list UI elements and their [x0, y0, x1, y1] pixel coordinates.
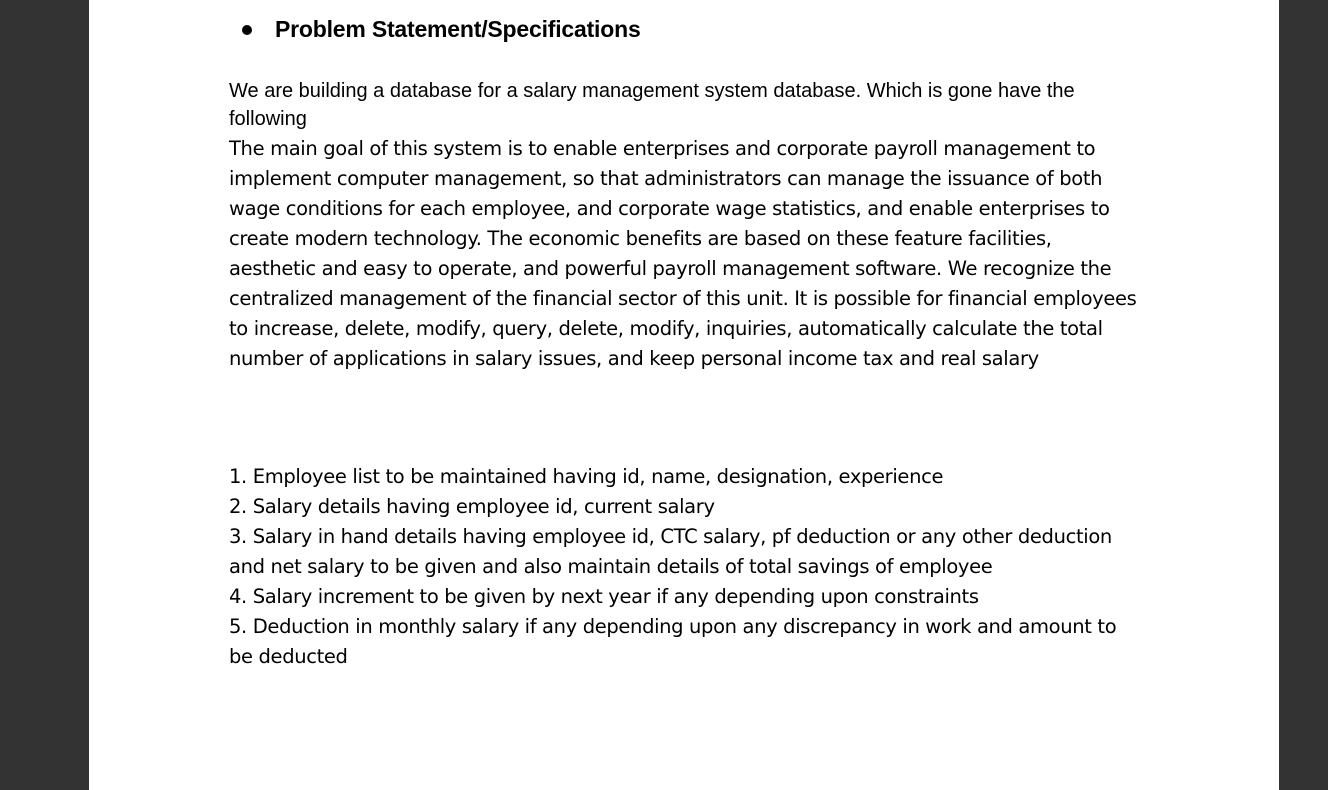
document-page	[89, 0, 1279, 790]
list-item: 1. Employee list to be maintained having id, name, designation, experience	[229, 465, 944, 488]
list-item: 3. Salary in hand details having employee id, CTC salary, pf deduction or any other deduction and net salary to be given and also maintain details of total savings of employee	[229, 525, 1112, 578]
description-paragraph: The main goal of this system is to enable enterprises and corporate payroll management to implement computer management, so that administrators can manage the issuance of both wage conditions for each employee, and corporate wage statistics, and enable enterprises to create modern technology. The economic benefits are based on these feature facilities, aesthetic and easy to operate, and powerful payroll management software. We recognize the centralized management of the financial sector of this unit. It is possible for financial employees to increase, delete, modify, query, delete, modify, inquiries, automatically calculate the total number of applications in salary issues, and keep personal income tax and real salary	[229, 137, 1137, 370]
list-item: 5. Deduction in monthly salary if any depending upon any discrepancy in work and amount to be deducted	[229, 615, 1117, 668]
list-item: 2. Salary details having employee id, current salary	[229, 495, 715, 518]
bullet-icon	[242, 25, 252, 35]
section-heading-text: Problem Statement/Specifications	[275, 16, 641, 42]
requirements-list	[229, 462, 1144, 672]
section-heading	[229, 16, 641, 43]
intro-paragraph: We are building a database for a salary management system database. Which is gone have the following	[229, 80, 1075, 130]
list-item: 4. Salary increment to be given by next year if any depending upon constraints	[229, 585, 979, 608]
